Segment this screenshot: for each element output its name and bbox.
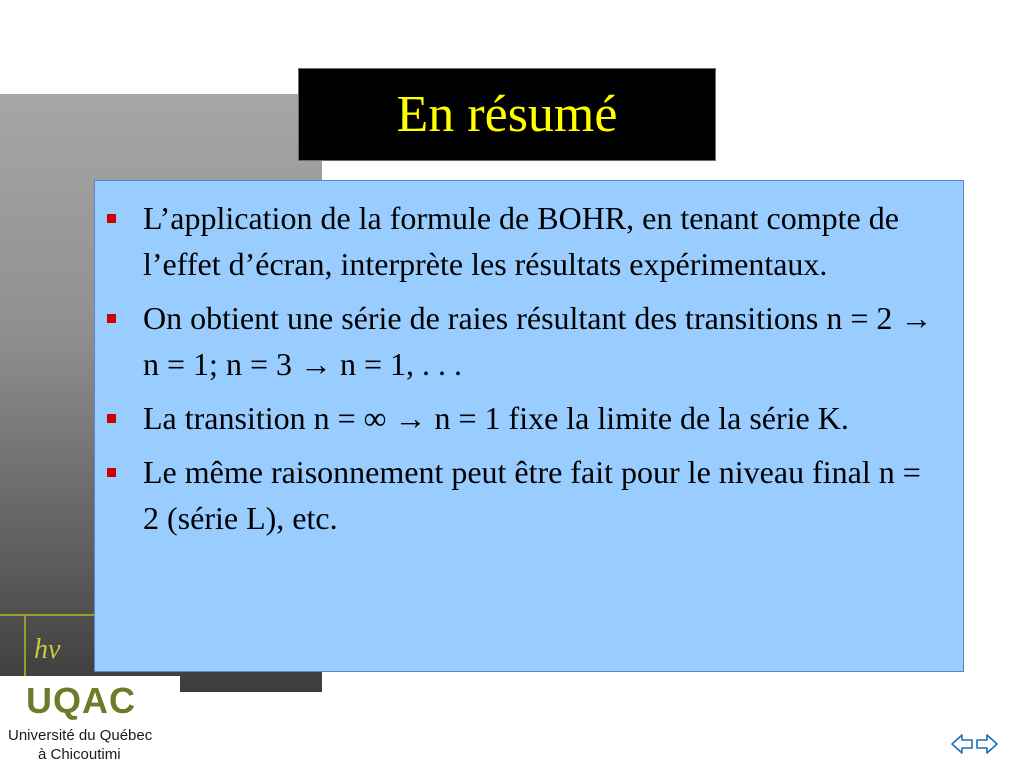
square-bullet-icon (107, 414, 116, 423)
bullet-list (95, 181, 963, 541)
bullet-item-2 (143, 295, 933, 387)
square-bullet-icon (107, 468, 116, 477)
bullet-item-3 (143, 395, 933, 441)
next-slide-button[interactable] (975, 732, 999, 756)
bullet-text: On obtient une série de raies résultant des transitions n = 2 → n = 1; n = 3 → n = 1, . . . (143, 300, 933, 382)
bullet-text: L’application de la formule de BOHR, en tenant compte de l’effet d’écran, interprète les résultats expérimentaux. (143, 200, 899, 282)
bullet-item-1 (143, 195, 933, 287)
arrow-right-icon (975, 732, 999, 756)
logo-name: UQAC (26, 680, 136, 721)
bullet-text: La transition n = ∞ → n = 1 fixe la limite de la série K. (143, 400, 849, 436)
photon-symbol: hν (34, 634, 61, 665)
arrow-left-icon (950, 732, 974, 756)
slide-title: En résumé (396, 85, 618, 143)
previous-slide-button[interactable] (950, 732, 974, 756)
title-box (298, 68, 716, 161)
square-bullet-icon (107, 314, 116, 323)
logo-city-line: à Chicoutimi (38, 746, 121, 763)
bullet-item-4 (143, 449, 933, 541)
uqac-logo (0, 676, 180, 768)
accent-line-horizontal (0, 614, 95, 616)
logo-university-line: Université du Québec (8, 727, 153, 744)
content-box (94, 180, 964, 672)
bullet-text: Le même raisonnement peut être fait pour le niveau final n = 2 (série L), etc. (143, 454, 921, 536)
square-bullet-icon (107, 214, 116, 223)
